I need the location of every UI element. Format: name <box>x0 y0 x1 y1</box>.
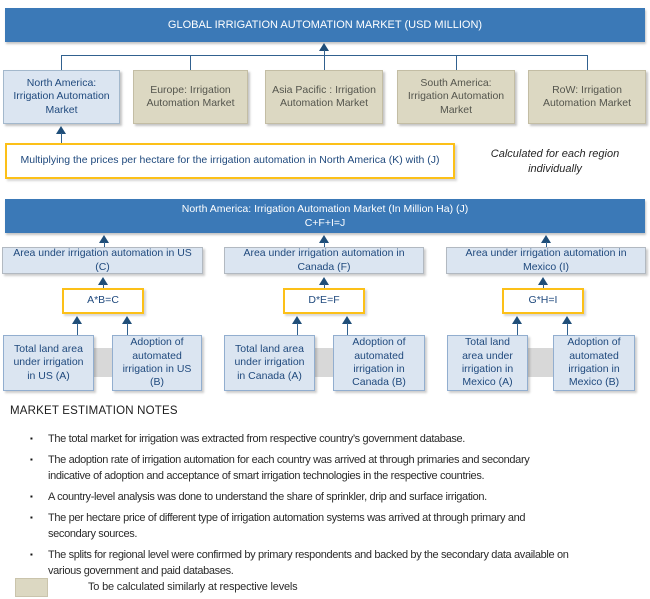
note-text <box>48 452 640 484</box>
note-text <box>48 489 640 505</box>
note-item <box>30 489 640 505</box>
note-line: The per hectare price of different type of irrigation automation systems was arrived at through primary and <box>48 512 526 524</box>
note-line: The total market for irrigation was extracted from respective country’s government database. <box>48 433 465 445</box>
na-banner-formula: C+F+I=J <box>304 217 346 229</box>
na-banner-title: North America: Irrigation Automation Market (In Million Ha) (J) <box>181 202 469 215</box>
global-market-banner <box>5 8 645 42</box>
note-item <box>30 452 640 484</box>
note-text <box>48 547 640 579</box>
connector-line <box>517 323 518 335</box>
connector-line <box>297 323 298 335</box>
note-line: A country-level analysis was done to understand the share of sprinkler, drip and surface irrigation. <box>48 491 487 503</box>
region-node-asia-pacific <box>265 70 383 124</box>
note-line: various government and paid databases. <box>48 565 234 577</box>
pair-connector-band <box>92 348 114 377</box>
bullet-icon: ▪ <box>30 492 33 501</box>
formula-label: D*E=F <box>308 294 340 307</box>
legend-tan-swatch <box>15 578 48 597</box>
area-label: Area under irrigation automation in Canada (F) <box>243 247 405 273</box>
connector-line <box>190 55 191 70</box>
note-item <box>30 547 640 579</box>
price-multiplication-label: Multiplying the prices per hectare for the irrigation automation in North America (K) with (J) <box>20 154 440 167</box>
price-multiplication-box <box>5 143 455 179</box>
notes-heading: MARKET ESTIMATION NOTES <box>10 405 178 417</box>
bullet-icon: ▪ <box>30 513 33 522</box>
north-america-market-banner <box>5 199 645 233</box>
area-label: Area under irrigation automation in Mexico (I) <box>465 247 627 273</box>
note-line: secondary sources. <box>48 528 138 540</box>
adoption-node-mexico <box>553 335 635 391</box>
region-label: RoW: Irrigation Automation Market <box>542 83 632 109</box>
area-node-mexico <box>446 247 646 274</box>
connector-line <box>61 133 62 143</box>
connector-line <box>587 55 588 70</box>
bullet-icon: ▪ <box>30 434 33 443</box>
region-label: North America: Irrigation Automation Market <box>13 76 110 116</box>
note-text <box>48 431 640 447</box>
region-node-row <box>528 70 646 124</box>
total-land-node-us <box>3 335 94 391</box>
bullet-icon: ▪ <box>30 455 33 464</box>
area-label: Area under irrigation automation in US (C) <box>13 247 192 273</box>
total-land-node-canada <box>224 335 315 391</box>
region-label: South America: Irrigation Automation Market <box>407 76 505 116</box>
adoption-label: Adoption of automated irrigation in US (B) <box>122 336 192 389</box>
connector-line <box>456 55 457 70</box>
region-node-europe <box>133 70 248 124</box>
note-line: The adoption rate of irrigation automation for each country was arrived at through primaries and secondary <box>48 454 530 466</box>
pair-connector-band <box>313 348 335 377</box>
connector-line <box>77 323 78 335</box>
region-node-south-america <box>397 70 515 124</box>
side-note-line: Calculated for each region <box>490 148 620 160</box>
connector-line <box>127 323 128 335</box>
formula-box-us <box>62 288 144 314</box>
global-market-banner-label: GLOBAL IRRIGATION AUTOMATION MARKET (USD MILLION) <box>167 18 483 31</box>
connector-line <box>61 55 62 70</box>
note-line: The splits for regional level were confirmed by primary respondents and backed by the secondary data available on <box>48 549 569 561</box>
region-label: Europe: Irrigation Automation Market <box>146 83 235 109</box>
side-note-line: individually <box>528 162 582 175</box>
legend-label: To be calculated similarly at respective levels <box>88 581 298 593</box>
bullet-icon: ▪ <box>30 550 33 559</box>
note-text <box>48 510 640 542</box>
adoption-node-canada <box>333 335 425 391</box>
note-item <box>30 510 640 542</box>
adoption-label: Adoption of automated irrigation in Mexico (B) <box>567 336 621 389</box>
area-node-canada <box>224 247 424 274</box>
total-land-label: Total land area under irrigation in Mexico (A) <box>461 336 514 389</box>
total-land-label: Total land area under irrigation in US (A) <box>13 342 84 382</box>
formula-label: A*B=C <box>87 294 119 307</box>
adoption-node-us <box>112 335 202 391</box>
total-land-node-mexico <box>447 335 528 391</box>
notes-list <box>30 431 640 584</box>
note-line: indicative of adoption and acceptance of smart irrigation technologies in the respective countries. <box>48 470 485 482</box>
formula-box-canada <box>283 288 365 314</box>
adoption-label: Adoption of automated irrigation in Canada (B) <box>352 336 406 389</box>
region-calculation-note <box>465 147 645 177</box>
region-label: Asia Pacific : Irrigation Automation Market <box>272 83 376 109</box>
formula-box-mexico <box>502 288 584 314</box>
connector-line <box>347 323 348 335</box>
region-node-north-america <box>3 70 120 124</box>
formula-label: G*H=I <box>528 294 558 307</box>
note-item <box>30 431 640 447</box>
area-node-us <box>2 247 203 274</box>
connector-line <box>324 55 325 70</box>
pair-connector-band <box>526 348 555 377</box>
connector-line <box>567 323 568 335</box>
total-land-label: Total land area under irrigation in Canada (A) <box>234 342 305 382</box>
